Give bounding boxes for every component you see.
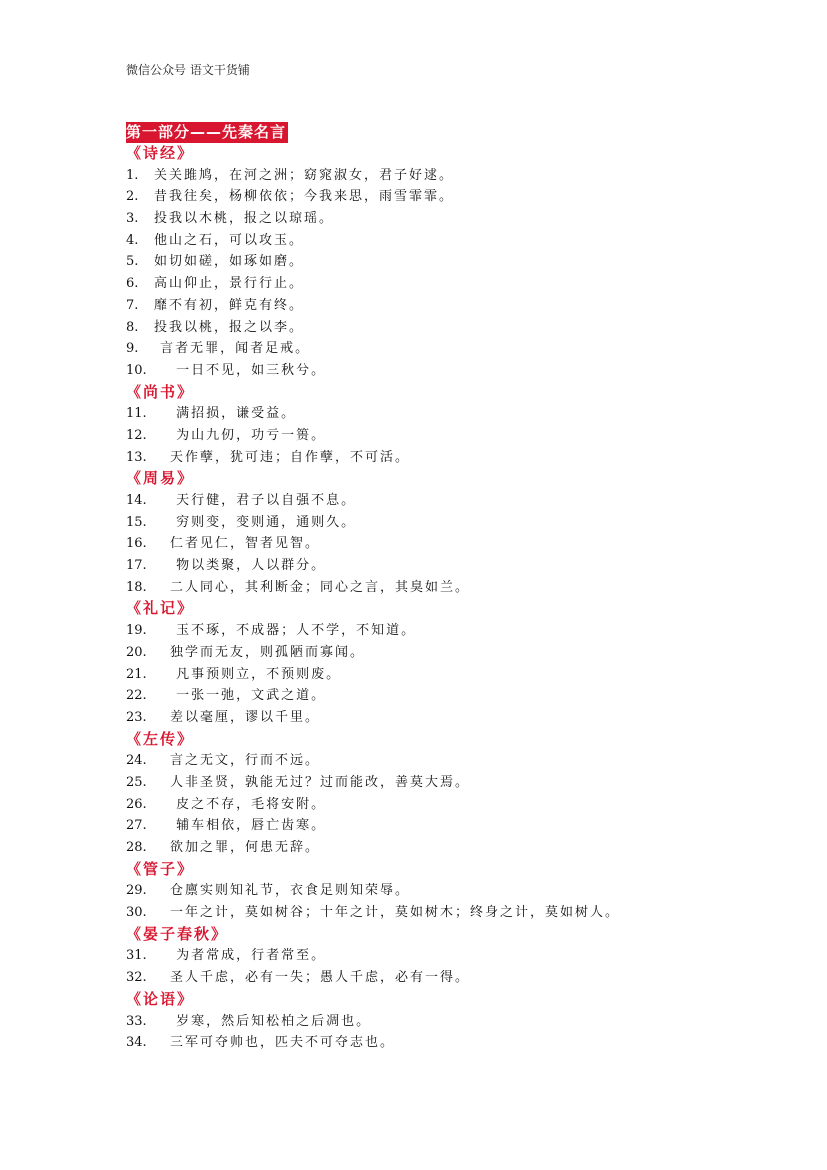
quote-number: 7. [126,297,139,313]
quote-text: 一张一弛，文武之道。 [170,688,327,704]
section-title: 《诗经》 [126,144,195,162]
quote-number: 6. [126,276,139,292]
quote-item [126,642,806,664]
quote-text: 一年之计，莫如树谷；十年之计，莫如树木；终身之计，莫如树人。 [170,905,621,921]
section-title: 《周易》 [126,469,195,488]
quote-text: 二人同心，其利断金；同心之言，其臭如兰。 [170,579,471,595]
quote-text: 天行健，君子以自强不息。 [170,493,357,508]
quote-item [126,707,806,729]
quote-number: 3. [126,211,139,227]
quote-text: 为山九仞，功亏一篑。 [170,427,327,443]
quote-number: 33. [126,1013,147,1029]
quote-number: 30. [126,905,147,921]
quote-number: 20. [126,644,147,660]
quote-item [126,317,806,339]
quote-item [126,403,806,425]
document-body [126,122,806,1054]
quote-item [126,490,806,512]
quote-number: 10. [126,362,147,378]
quote-item [126,664,806,686]
quote-item [126,750,806,772]
quote-number: 27. [126,818,147,834]
quote-text: 仁者见仁，智者见智。 [170,536,321,552]
quote-item [126,967,806,989]
quote-number: 16. [126,536,147,552]
quote-text: 投我以桃，报之以李。 [154,319,305,335]
section-title: 《晏子春秋》 [126,924,229,943]
quote-item [126,794,806,816]
section-title: 《礼记》 [126,599,195,618]
quote-item [126,273,806,295]
quote-number: 22. [126,688,147,704]
part-title-row [126,122,806,143]
quote-item [126,772,806,794]
quote-text: 人非圣贤，孰能无过？过而能改，善莫大焉。 [170,774,471,790]
quote-number: 1. [126,167,139,183]
quote-item [126,208,806,230]
sections-container [126,143,806,1054]
section-title: 《论语》 [126,989,195,1008]
quote-item [126,945,806,967]
quote-text: 皮之不存，毛将安附。 [170,796,327,812]
quote-text: 言之无文，行而不远。 [170,753,321,769]
quote-item [126,902,806,924]
quote-number: 21. [126,666,147,682]
quote-text: 他山之石，可以攻玉。 [154,232,305,248]
section-title: 《左传》 [126,729,195,748]
quote-number: 26. [126,796,147,812]
quote-text: 穷则变，变则通，通则久。 [170,514,357,530]
quote-number: 14. [126,493,147,508]
quote-number: 25. [126,774,147,790]
quote-number: 5. [126,254,139,270]
page-header: 微信公众号 语文干货铺 [126,63,250,77]
quote-text: 差以毫厘，谬以千里。 [170,709,321,725]
section-title: 《尚书》 [126,382,195,401]
quote-text: 岁寒，然后知松柏之后凋也。 [170,1013,372,1029]
quote-number: 34. [126,1035,147,1051]
quote-item [126,577,806,599]
quote-item [126,1011,806,1033]
quote-text: 物以类聚，人以群分。 [170,558,327,574]
quote-number: 2. [126,189,139,205]
quote-item [126,338,806,360]
quote-item [126,620,806,642]
quote-number: 19. [126,623,147,639]
quote-text: 关关雎鸠，在河之洲；窈窕淑女，君子好逑。 [154,167,455,183]
quote-text: 靡不有初，鲜克有终。 [154,297,305,313]
quote-item [126,447,806,469]
quote-text: 三军可夺帅也，匹夫不可夺志也。 [170,1035,396,1051]
quote-item [126,685,806,707]
quote-text: 凡事预则立，不预则废。 [170,666,342,682]
quote-number: 23. [126,709,147,725]
quote-item [126,295,806,317]
quote-text: 仓廪实则知礼节，衣食足则知荣辱。 [170,883,411,899]
quote-number: 15. [126,514,147,530]
quote-number: 11. [126,406,147,422]
quote-number: 31. [126,948,147,964]
quote-text: 满招损，谦受益。 [170,406,297,422]
quote-number: 4. [126,232,139,248]
quote-item [126,815,806,837]
quote-item [126,425,806,447]
quote-text: 圣人千虑，必有一失；愚人千虑，必有一得。 [170,970,471,986]
quote-text: 昔我往矣，杨柳依依；今我来思，雨雪霏霏。 [154,189,455,205]
quote-item [126,555,806,577]
quote-number: 29. [126,883,147,899]
quote-text: 投我以木桃，报之以琼瑶。 [154,211,335,227]
quote-number: 28. [126,840,147,855]
quote-number: 17. [126,558,147,574]
quote-item [126,165,806,187]
quote-item [126,186,806,208]
quote-item [126,1032,806,1054]
quote-text: 如切如磋，如琢如磨。 [154,254,305,270]
quote-number: 13. [126,449,147,465]
quote-text: 言者无罪，闻者足戒。 [154,341,311,357]
quote-number: 8. [126,319,139,335]
quote-number: 9. [126,341,139,357]
quote-text: 高山仰止，景行行止。 [154,276,305,292]
quote-text: 天作孽，犹可违；自作孽，不可活。 [170,449,411,465]
quote-item [126,230,806,252]
quote-item [126,533,806,555]
quote-number: 18. [126,579,147,595]
quote-number: 32. [126,970,147,986]
quote-item [126,837,806,859]
quote-text: 玉不琢，不成器；人不学，不知道。 [170,623,417,639]
quote-text: 一日不见，如三秋兮。 [170,362,327,378]
quote-item [126,360,806,382]
section-title: 《管子》 [126,859,195,878]
quote-item [126,880,806,902]
quote-text: 独学而无友，则孤陋而寡闻。 [170,644,366,660]
quote-number: 12. [126,427,147,443]
quote-text: 为者常成，行者常至。 [170,948,327,964]
quote-text: 欲加之罪，何患无辞。 [170,840,321,855]
quote-item [126,512,806,534]
quote-text: 辅车相依，唇亡齿寒。 [170,818,327,834]
part-title: 第一部分——先秦名言 [126,123,287,141]
quote-item [126,251,806,273]
quote-number: 24. [126,753,147,769]
